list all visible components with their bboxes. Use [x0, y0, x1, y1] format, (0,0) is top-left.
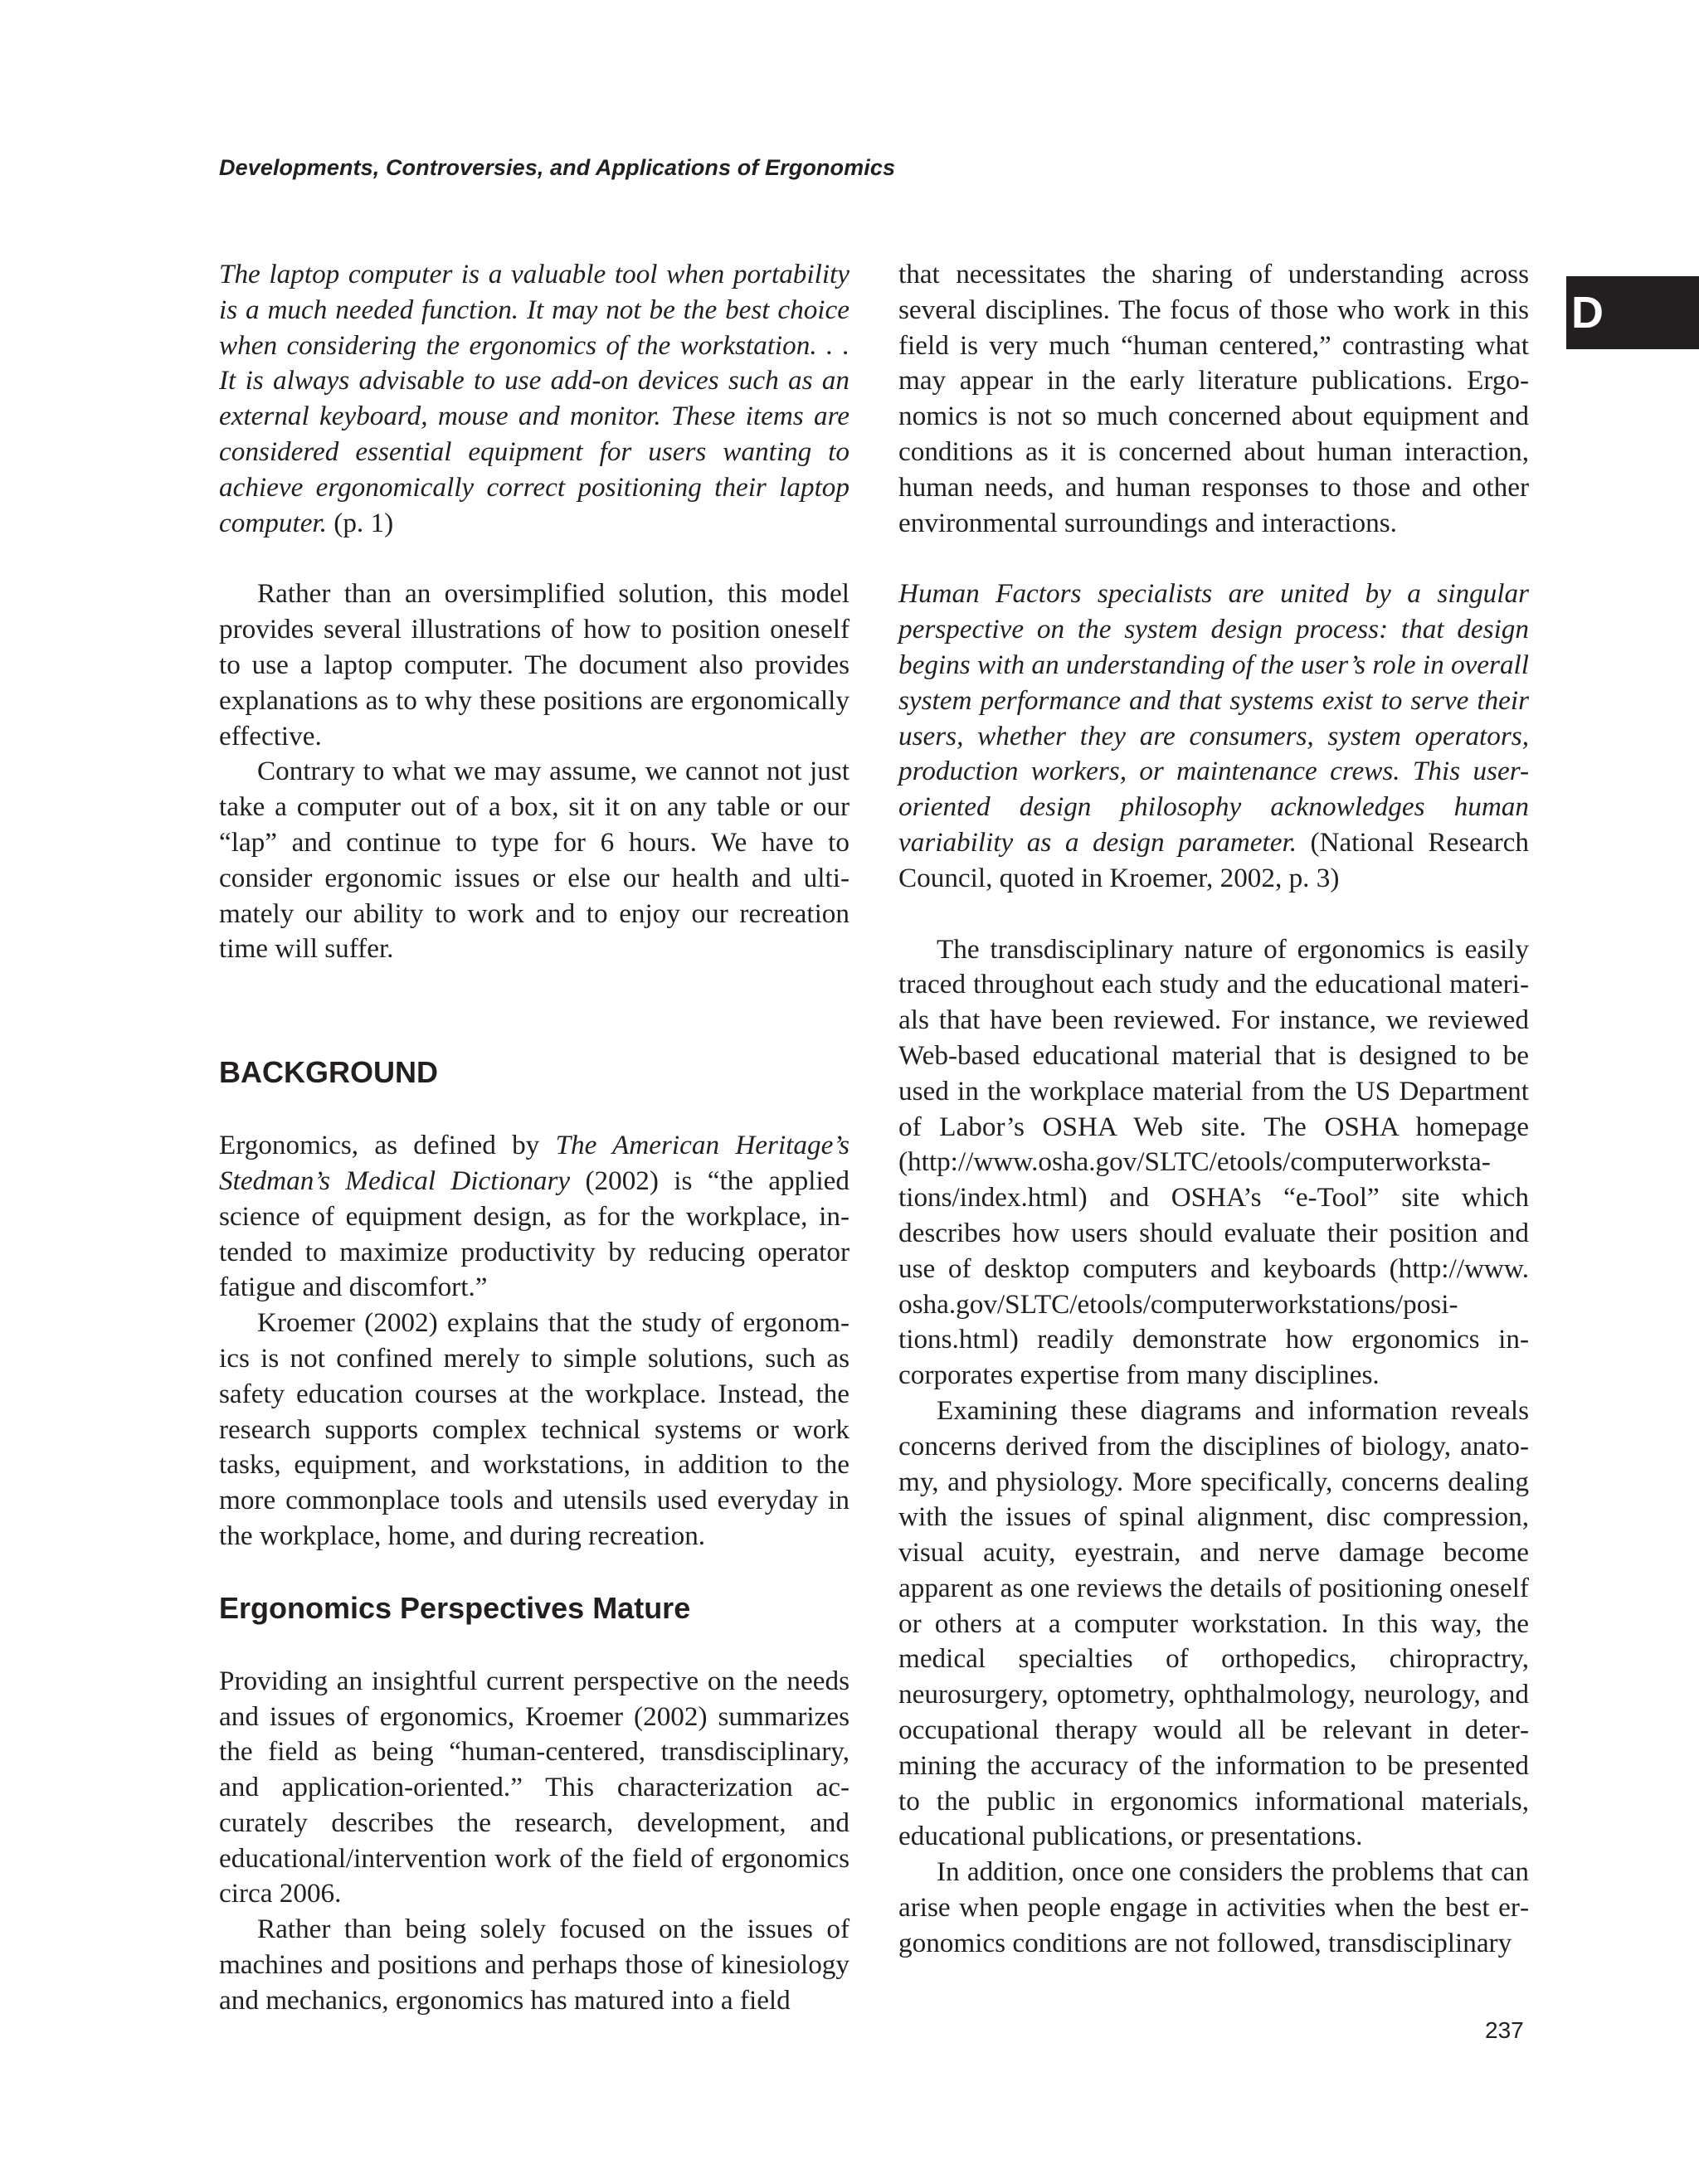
paragraph-examining: Examining these diagrams and information reveals concerns derived from the disciplines of biology, anatomy, and physiology. More specifically, concerns dealing with the issues of spinal alignment, disc compression, visual acuity, eyestrain, and nerve damage become apparent as one reviews the details of positioning oneself or others at a computer workstation. In this way, the medical specialties of orthopedics, chiropractry, neurosurgery, optometry, ophthalmology, neurology, and occupational therapy would all be relevant in determining the accuracy of the information to be presented to the public in ergonomics informational materials, educational publications, or presentations. [898, 1394, 1529, 1852]
paragraph-continued: that necessitates the sharing of understanding across several disciplines. The focus of those who work in this field is very much “human centered,” contrasting what may appear in the early literature publications. Ergonomics is not so much concerned about equipment and conditions as it is concerned about human interaction, human needs, and human responses to those and other environmental surroundings and interactions. [898, 259, 1529, 538]
block-quote-laptop [219, 257, 850, 541]
page-number: 237 [1485, 2017, 1524, 2043]
block-quote-human-factors [898, 576, 1529, 896]
definition-rest: (2002) is “the applied science of equipment design, as for the workplace, intended to maximize productivity by reducing operator fatigue and discomfort.” [219, 1165, 850, 1303]
paragraph-definition [219, 1128, 850, 1306]
paragraph-in-addition: In addition, once one considers the problems that can arise when people engage in activities when the best ergonomics conditions are not followed, transdisciplinary [898, 1856, 1529, 1958]
definition-title: The American Heritage’s Stedman’s Medical Dictionary [219, 1130, 850, 1196]
right-column [898, 257, 1529, 1962]
block-quote-human-factors-text: Human Factors specialists are united by a singular perspective on the system design process: that design begins with an understanding of the user’s role in overall system performance and that systems exist to serve their users, whether they are consumers, system operators, production workers, or maintenance crews. This user-oriented design philosophy acknowledges human variability as a design parameter. [898, 578, 1529, 858]
section-heading-background: BACKGROUND [219, 1055, 438, 1090]
paragraph-oversimplified: Rather than an oversimplified solution, this model provides several illustrations of how to position oneself to use a laptop computer. The document also provides explanations as to why these positions are ergonomically effective. [219, 578, 850, 752]
block-quote-laptop-text: The laptop computer is a valuable tool when portability is a much needed function. It may not be the best choice when considering the ergonomics of the workstation. . . It is always advisable to use add-on devices such as an external keyboard, mouse and monitor. These items are considered essential equipment for users wanting to achieve ergonomically correct positioning their laptop computer. [219, 259, 850, 538]
paragraph-transdisciplinary: The transdisciplinary nature of ergonomics is easily traced throughout each study and the educational materials that have been reviewed. For instance, we reviewed Web-based educational material that is designed to be used in the workplace material from the US Department of Labor’s OSHA Web site. The OSHA homepage (http://www.osha.gov/SLTC/etools/computerworkstations/index.html) and OSHA’s “e-Tool” site which describes how users should evaluate their position and use of desktop computers and keyboards (http://www. osha.gov/SLTC/etools/computerworkstations/positions.html) readily demonstrate how ergonomics incorporates expertise from many disciplines. [898, 933, 1529, 1391]
paragraph-perspective: Providing an insightful current perspective on the needs and issues of ergonomics, Kroemer (2002) summarizes the field as being “human-centered, transdisciplinary, and application-oriented.” This characterization accurately describes the research, development, and educational/intervention work of the field of ergonomics circa 2006. [219, 1665, 850, 1909]
paragraph-kroemer: Kroemer (2002) explains that the study of ergonomics is not confined merely to simple solutions, such as safety education courses at the workplace. Instead, the research supports complex technical systems or work tasks, equipment, and workstations, in addition to the more commonplace tools and utensils used everyday in the workplace, home, and during recreation. [219, 1307, 850, 1551]
paragraph-rather-than: Rather than being solely focused on the issues of machines and positions and perhaps those of kinesiology and mechanics, ergonomics has matured into a field [219, 1914, 850, 2016]
paragraph-contrary: Contrary to what we may assume, we cannot not just take a computer out of a box, sit it on any table or our “lap” and continue to type for 6 hours. We have to consider ergonomic issues or else our health and ultimately our ability to work and to enjoy our recreation time will suffer. [219, 756, 850, 965]
section-tab [1566, 276, 1699, 349]
block-quote-human-factors-citation: (National Research Council, quoted in Kroemer, 2002, p. 3) [898, 826, 1529, 893]
subsection-heading-perspectives: Ergonomics Perspectives Mature [219, 1590, 691, 1625]
block-quote-laptop-citation: (p. 1) [326, 507, 394, 538]
section-tab-letter: D [1571, 288, 1604, 338]
left-column [219, 257, 850, 2019]
definition-lead: Ergonomics, as defined by [219, 1130, 556, 1161]
running-head: Developments, Controversies, and Applications of Ergonomics [219, 155, 896, 180]
